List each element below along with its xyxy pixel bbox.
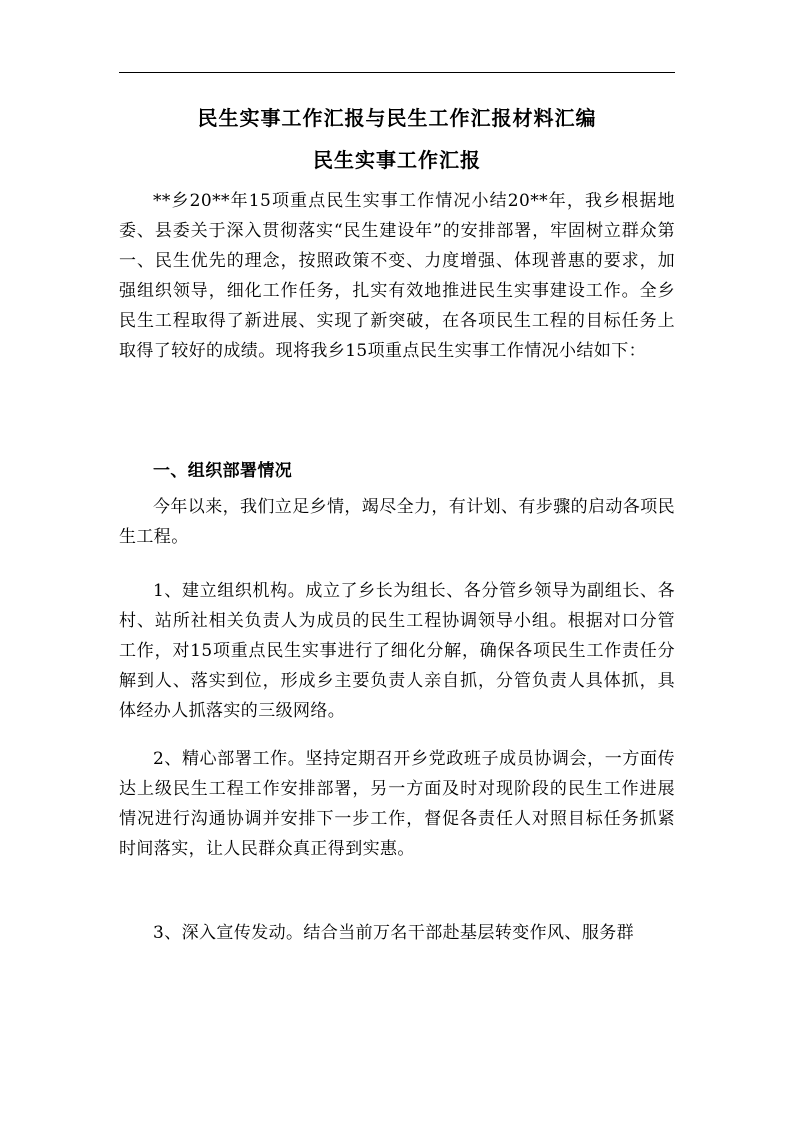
header-rule	[119, 72, 675, 73]
section-heading: 一、组织部署情况	[153, 461, 293, 481]
item-3-paragraph: 3、深入宣传发动。结合当前万名干部赴基层转变作风、服务群	[153, 923, 635, 943]
document-title: 民生实事工作汇报与民生工作汇报材料汇编	[197, 106, 597, 130]
intro-paragraph: **乡20**年15项重点民生实事工作情况小结20**年，我乡根据地委、县委关于深入贯彻落实“民生建设年”的安排部署，牢固树立群众第一、民生优先的理念，按照政策不变、力度增强、体现普惠的要求，加强组织领导，细化工作任务，扎实有效地推进民生实事建设工作。全乡民生工程取得了新进展、实现了新突破，在各项民生工程的目标任务上取得了较好的成绩。现将我乡15项重点民生实事工作情况小结如下：	[119, 191, 675, 361]
document-body	[119, 186, 675, 948]
item-2-paragraph: 2、精心部署工作。坚持定期召开乡党政班子成员协调会，一方面传达上级民生工程工作安排部署，另一方面及时对现阶段的民生工作进展情况进行沟通协调并安排下一步工作，督促各责任人对照目标任务抓紧时间落实，让人民群众真正得到实惠。	[119, 749, 675, 859]
document-subtitle: 民生实事工作汇报	[313, 148, 481, 172]
section-lead-paragraph: 今年以来，我们立足乡情，竭尽全力，有计划、有步骤的启动各项民生工程。	[119, 497, 675, 547]
item-1-paragraph: 1、建立组织机构。成立了乡长为组长、各分管乡领导为副组长、各村、站所社相关负责人为成员的民生工程协调领导小组。根据对口分管工作，对15项重点民生实事进行了细化分解，确保各项民生工作责任分解到人、落实到位，形成乡主要负责人亲自抓，分管负责人具体抓，具体经办人抓落实的三级网络。	[119, 581, 675, 721]
